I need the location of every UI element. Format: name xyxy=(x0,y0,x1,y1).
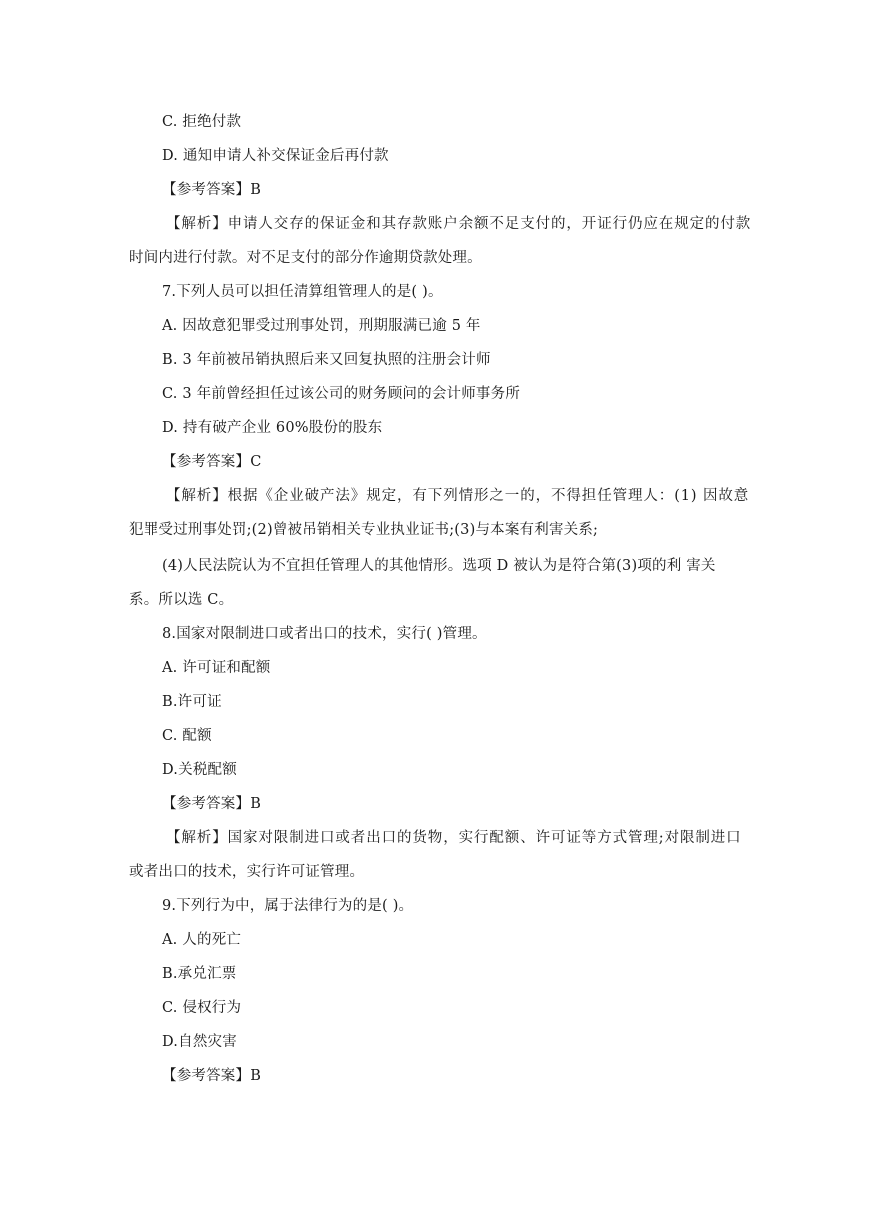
q7-answer: 【参考答案】C xyxy=(162,454,262,470)
q7-option-b: B. 3 年前被吊销执照后来又回复执照的注册会计师 xyxy=(162,352,491,368)
q7-option-c: C. 3 年前曾经担任过该公司的财务顾问的会计师事务所 xyxy=(162,386,521,402)
q6-analysis-line-1: 【解析】申请人交存的保证金和其存款账户余额不足支付的，开证行仍应在规定的付款 xyxy=(166,216,752,232)
q7-option-a: A. 因故意犯罪受过刑事处罚，刑期服满已逾 5 年 xyxy=(162,318,481,334)
q7-option-d: D. 持有破产企业 60%股份的股东 xyxy=(162,420,383,436)
q7-analysis-line-4: 系。所以选 C。 xyxy=(129,592,234,608)
q8-option-c: C. 配额 xyxy=(162,728,212,744)
q9-option-c: C. 侵权行为 xyxy=(162,1000,242,1016)
q8-answer: 【参考答案】B xyxy=(162,796,262,812)
q8-option-a: A. 许可证和配额 xyxy=(162,660,271,676)
q7-analysis-line-3: (4)人民法院认为不宜担任管理人的其他情形。选项 D 被认为是符合第(3)项的利 害关 xyxy=(162,558,716,574)
q8-question: 8.国家对限制进口或者出口的技术，实行( )管理。 xyxy=(162,626,487,642)
q8-analysis-line-1: 【解析】国家对限制进口或者出口的货物，实行配额、许可证等方式管理;对限制进口 xyxy=(166,830,742,846)
q6-analysis-line-2: 时间内进行付款。对不足支付的部分作逾期贷款处理。 xyxy=(129,250,482,266)
q9-answer: 【参考答案】B xyxy=(162,1068,262,1084)
q9-option-b: B.承兑汇票 xyxy=(162,966,237,982)
q6-answer: 【参考答案】B xyxy=(162,182,262,198)
q8-option-d: D.关税配额 xyxy=(162,762,237,778)
q7-analysis-line-1: 【解析】根据《企业破产法》规定，有下列情形之一的，不得担任管理人：(1) 因故意 xyxy=(166,488,750,504)
q9-option-d: D.自然灾害 xyxy=(162,1034,237,1050)
q9-option-a: A. 人的死亡 xyxy=(162,932,242,948)
q9-question: 9.下列行为中，属于法律行为的是( )。 xyxy=(162,898,414,914)
q8-option-b: B.许可证 xyxy=(162,694,222,710)
q8-analysis-line-2: 或者出口的技术，实行许可证管理。 xyxy=(129,864,365,880)
q6-option-c: C. 拒绝付款 xyxy=(162,114,242,130)
q7-analysis-line-2: 犯罪受过刑事处罚;(2)曾被吊销相关专业执业证书;(3)与本案有利害关系; xyxy=(129,522,599,538)
q7-question: 7.下列人员可以担任清算组管理人的是( )。 xyxy=(162,284,443,300)
q6-option-d: D. 通知申请人补交保证金后再付款 xyxy=(162,148,389,164)
